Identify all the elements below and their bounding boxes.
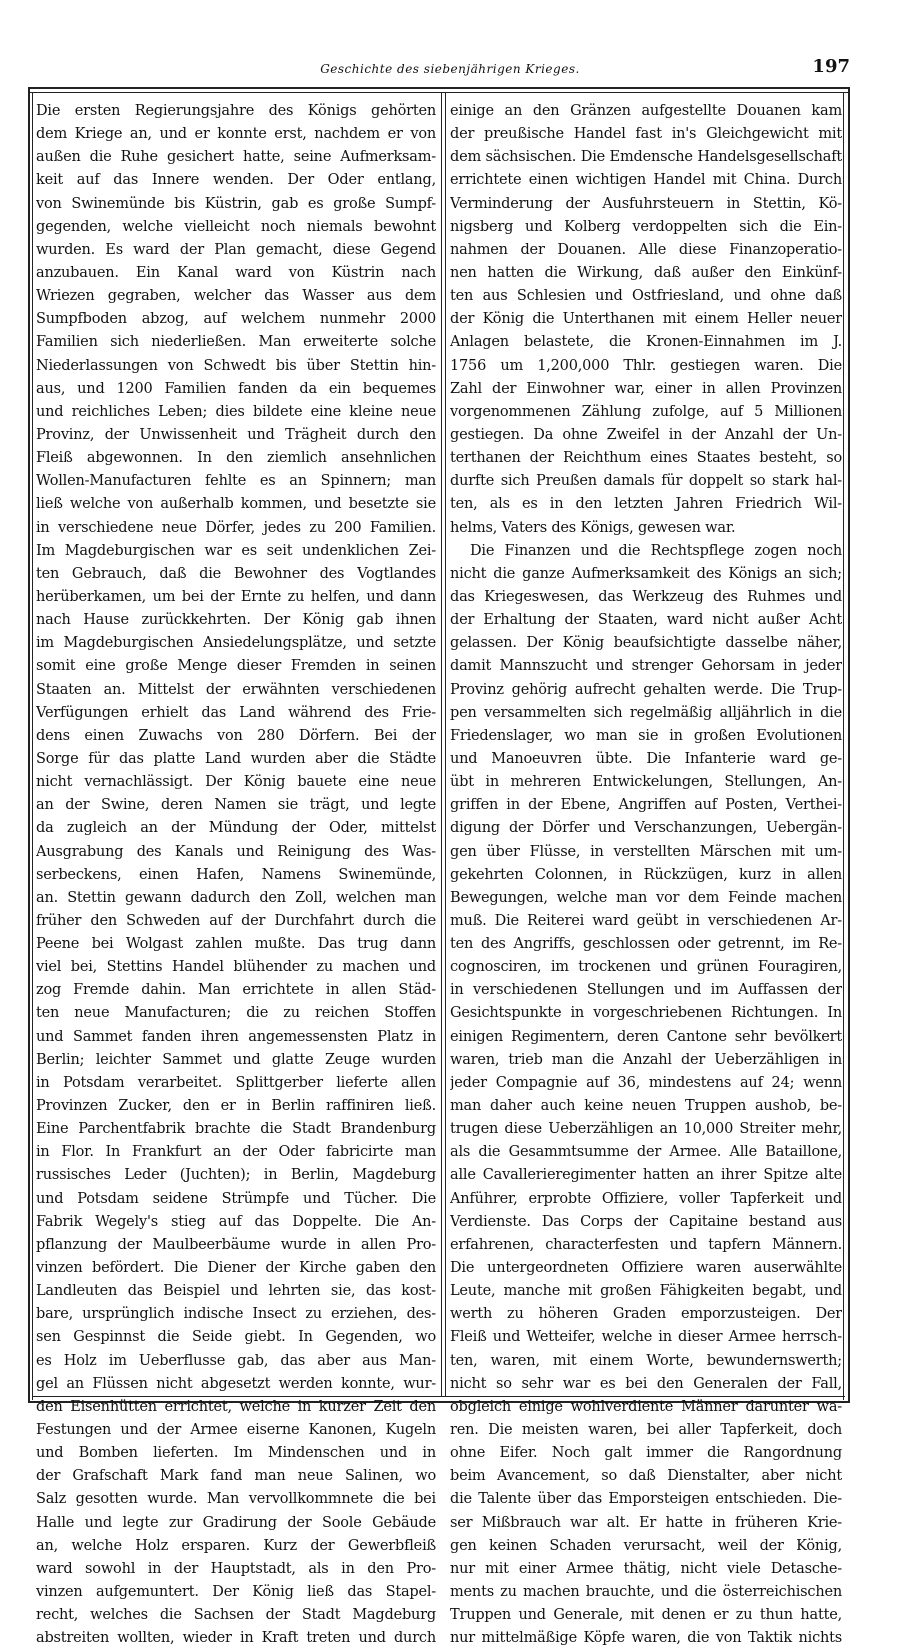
- text-line: nigsberg und Kolberg verdoppelten sich die Ein-: [450, 218, 842, 235]
- text-line: und Potsdam seidene Strümpfe und Tücher. Die: [36, 1190, 436, 1207]
- text-line: Verdienste. Das Corps der Capitaine bestand aus: [450, 1213, 842, 1230]
- text-line: gen über Flüsse, in verstellten Märschen mit um-: [450, 843, 842, 860]
- text-line: und Manoeuvren übte. Die Infanterie ward ge-: [450, 750, 842, 767]
- text-line: Friedenslager, wo man sie in großen Evolutionen: [450, 727, 842, 744]
- column-divider-inner: [445, 92, 446, 1396]
- column-divider: [441, 92, 442, 1396]
- text-line: Staaten an. Mittelst der erwähnten verschiedenen: [36, 681, 436, 698]
- text-line: einige an den Gränzen aufgestellte Douanen kam: [450, 103, 842, 119]
- text-line: gen keinen Schaden verursacht, weil der König,: [450, 1537, 842, 1554]
- text-line: ten neue Manufacturen; die zu reichen Stoffen: [36, 1005, 436, 1022]
- text-line: ren. Die meisten waren, bei aller Tapferkeit, doch: [450, 1422, 842, 1439]
- text-line: Festungen und der Armee eiserne Kanonen, Kugeln: [36, 1422, 436, 1439]
- text-line: zog Fremde dahin. Man errichtete in allen Städ-: [36, 982, 436, 999]
- text-line: Salz gesotten wurde. Man vervollkommnete die bei: [36, 1491, 436, 1508]
- text-line: nach Hause zurückkehrten. Der König gab ihnen: [36, 612, 436, 629]
- text-line: herüberkamen, um bei der Ernte zu helfen, und dann: [36, 588, 436, 605]
- text-line: Eine Parchentfabrik brachte die Stadt Brandenburg: [36, 1121, 436, 1138]
- text-line: Wollen-Manufacturen fehlte es an Spinnern; man: [36, 473, 436, 490]
- text-line: Provinz gehörig aufrecht gehalten werde. Die Trup-: [450, 681, 842, 698]
- text-line: die Talente über das Emporsteigen entschieden. Die-: [450, 1491, 842, 1508]
- text-line: Verfügungen erhielt das Land während des Frie-: [36, 704, 436, 721]
- text-line: außen die Ruhe gesichert hatte, seine Aufmerksam-: [36, 149, 436, 166]
- text-line: Verminderung der Ausfuhrsteuern in Stettin, Kö-: [450, 195, 842, 212]
- text-line: abstreiten wollten, wieder in Kraft treten und durch: [36, 1630, 436, 1647]
- text-line: ward sowohl in der Hauptstadt, als in den Pro-: [36, 1560, 436, 1577]
- text-line: ten, waren, mit einem Worte, bewundernswerth;: [450, 1352, 842, 1369]
- text-line: serbeckens, einen Hafen, Namens Swinemünde,: [36, 866, 436, 883]
- text-line: ser Mißbrauch war alt. Er hatte in früheren Krie-: [450, 1514, 842, 1531]
- frame-top-rule-inner: [28, 92, 850, 93]
- text-line: digung der Dörfer und Verschanzungen, Uebergän-: [450, 820, 842, 837]
- text-line: Leute, manche mit großen Fähigkeiten begabt, und: [450, 1283, 842, 1300]
- text-line: an, welche Holz ersparen. Kurz der Gewerbfleiß: [36, 1537, 436, 1554]
- text-line: wurden. Es ward der Plan gemacht, diese Gegend: [36, 241, 436, 258]
- text-line: gel an Flüssen nicht abgesetzt werden konnte, wur-: [36, 1375, 436, 1392]
- frame-right-rule-inner: [843, 92, 844, 1400]
- text-line: Die Finanzen und die Rechtspflege zogen noch: [470, 542, 842, 559]
- text-line: Anführer, erprobte Offiziere, voller Tapferkeit und: [450, 1190, 842, 1207]
- text-line: cognosciren, im trockenen und grünen Fouragiren,: [450, 959, 842, 976]
- text-line: man daher auch keine neuen Truppen aushob, be-: [450, 1098, 842, 1115]
- text-line: somit eine große Menge dieser Fremden in seinen: [36, 658, 436, 675]
- page-number: 197: [812, 56, 850, 77]
- text-line: terthanen der Reichthum eines Staates besteht, so: [450, 450, 842, 467]
- text-line: Zahl der Einwohner war, einer in allen Provinzen: [450, 380, 842, 397]
- text-line: Provinz, der Unwissenheit und Trägheit durch den: [36, 426, 436, 443]
- text-line: Gesichtspunkte in vorgeschriebenen Richtungen. In: [450, 1005, 842, 1022]
- text-line: ten Gebrauch, daß die Bewohner des Vogtlandes: [36, 565, 436, 582]
- text-line: gestiegen. Da ohne Zweifel in der Anzahl der Un-: [450, 426, 842, 443]
- right-text-column: [450, 100, 842, 1650]
- text-line: der Grafschaft Mark fand man neue Salinen, wo: [36, 1468, 436, 1485]
- text-line: trugen diese Ueberzähligen an 10,000 Streiter mehr,: [450, 1121, 842, 1138]
- text-line: nicht vernachlässigt. Der König bauete eine neue: [36, 774, 436, 791]
- text-line: Wriezen gegraben, welcher das Wasser aus dem: [36, 288, 436, 305]
- text-line: vinzen aufgemuntert. Der König ließ das Stapel-: [36, 1584, 436, 1600]
- text-line: nicht die ganze Aufmerksamkeit des Königs an sich;: [450, 565, 842, 582]
- text-line: pen versammelten sich regelmäßig alljährlich in die: [450, 704, 842, 721]
- frame-right-rule: [848, 87, 850, 1403]
- text-line: Im Magdeburgischen war es seit undenklichen Zei-: [36, 542, 436, 559]
- text-line: übt in mehreren Entwickelungen, Stellungen, An-: [450, 774, 842, 791]
- text-line: Anlagen belastete, die Kronen-Einnahmen im J.: [450, 334, 842, 351]
- text-line: waren, trieb man die Anzahl der Ueberzähligen in: [450, 1051, 842, 1068]
- text-line: muß. Die Reiterei ward geübt in verschiedenen Ar-: [450, 912, 842, 929]
- text-line: nur mit einer Armee thätig, nicht viele Detasche-: [450, 1560, 842, 1577]
- text-line: vinzen befördert. Die Diener der Kirche gaben den: [36, 1260, 436, 1277]
- text-line: es Holz im Ueberflusse gab, das aber aus Man-: [36, 1352, 436, 1369]
- text-line: helms, Vaters des Königs, gewesen war.: [450, 519, 736, 536]
- text-line: früher den Schweden auf der Durchfahrt durch die: [36, 912, 436, 929]
- text-line: Bewegungen, welche man vor dem Feinde machen: [450, 889, 842, 906]
- text-line: und Bomben lieferten. Im Mindenschen und in: [36, 1445, 436, 1462]
- text-line: durfte sich Preußen damals für doppelt so stark hal-: [450, 473, 842, 490]
- text-line: Familien sich niederließen. Man erweiterte solche: [36, 334, 436, 351]
- text-line: nur mittelmäßige Köpfe waren, die von Taktik nichts: [450, 1630, 842, 1647]
- running-header-title: Geschichte des siebenjährigen Krieges.: [320, 62, 580, 76]
- text-line: Die untergeordneten Offiziere waren auserwählte: [450, 1260, 842, 1277]
- text-line: nen hatten die Wirkung, daß außer den Einkünf-: [450, 264, 842, 281]
- text-line: Die ersten Regierungsjahre des Königs gehörten: [36, 103, 436, 119]
- text-line: von Swinemünde bis Küstrin, gab es große Sumpf-: [36, 195, 436, 212]
- text-line: aus, und 1200 Familien fanden da ein bequemes: [36, 380, 436, 397]
- text-line: und Sammet fanden ihren angemessensten Platz in: [36, 1028, 436, 1045]
- text-line: ments zu machen brauchte, und die österreichischen: [450, 1584, 842, 1600]
- text-line: Fleiß und Wetteifer, welche in dieser Armee herrsch-: [450, 1329, 842, 1346]
- text-line: da zugleich an der Mündung der Oder, mittelst: [36, 820, 436, 837]
- text-line: anzubauen. Ein Kanal ward von Küstrin nach: [36, 264, 436, 281]
- text-line: der Erhaltung der Staaten, ward nicht außer Acht: [450, 612, 842, 629]
- text-line: errichtete einen wichtigen Handel mit China. Durch: [450, 172, 842, 189]
- text-line: ten aus Schlesien und Ostfriesland, und ohne daß: [450, 288, 842, 305]
- text-line: den Eisenhütten errichtet, welche in kurzer Zeit den: [36, 1398, 436, 1415]
- text-line: und reichliches Leben; dies bildete eine kleine neue: [36, 403, 436, 420]
- text-line: gegenden, welche vielleicht noch niemals bewohnt: [36, 218, 436, 235]
- text-line: Provinzen Zucker, den er in Berlin raffiniren ließ.: [36, 1098, 436, 1115]
- text-line: in verschiedene neue Dörfer, jedes zu 200 Familien.: [36, 519, 436, 536]
- text-line: in Flor. In Frankfurt an der Oder fabricirte man: [36, 1144, 436, 1161]
- text-line: Landleuten das Beispiel und lehrten sie, das kost-: [36, 1283, 436, 1300]
- text-line: pflanzung der Maulbeerbäume wurde in allen Pro-: [36, 1236, 436, 1253]
- text-line: im Magdeburgischen Ansiedelungsplätze, und setzte: [36, 635, 436, 652]
- text-line: Fabrik Wegely's stieg auf das Doppelte. Die An-: [36, 1213, 436, 1230]
- text-line: viel bei, Stettins Handel blühender zu machen und: [36, 959, 436, 976]
- text-line: Halle und legte zur Gradirung der Soole Gebäude: [36, 1514, 436, 1531]
- left-text-column: [36, 100, 436, 1650]
- text-line: Berlin; leichter Sammet und glatte Zeuge wurden: [36, 1051, 436, 1068]
- text-line: dem sächsischen. Die Emdensche Handelsgesellschaft: [450, 149, 842, 166]
- text-line: beim Avancement, so daß Dienstalter, aber nicht: [450, 1468, 842, 1485]
- text-line: 1756 um 1,200,000 Thlr. gestiegen waren. Die: [450, 357, 842, 374]
- text-line: erfahrenen, characterfesten und tapfern Männern.: [450, 1236, 842, 1253]
- frame-top-rule: [28, 87, 850, 89]
- text-line: werth zu höheren Graden emporzusteigen. Der: [450, 1306, 842, 1323]
- text-line: einigen Regimentern, deren Cantone sehr bevölkert: [450, 1028, 842, 1045]
- text-line: gekehrten Colonnen, in Rückzügen, kurz in allen: [450, 866, 842, 883]
- text-line: Sumpfboden abzog, auf welchem nunmehr 2000: [36, 311, 436, 328]
- text-line: der König die Unterthanen mit einem Heller neuer: [450, 311, 842, 328]
- text-line: jeder Compagnie auf 36, mindestens auf 24; wenn: [450, 1074, 842, 1091]
- text-line: griffen in der Ebene, Angriffen auf Posten, Verthei-: [450, 797, 842, 814]
- text-line: damit Mannszucht und strenger Gehorsam in jeder: [450, 658, 842, 675]
- text-line: dens einen Zuwachs von 280 Dörfern. Bei der: [36, 727, 436, 744]
- text-line: nicht so sehr war es bei den Generalen der Fall,: [450, 1375, 842, 1392]
- text-line: ten, als es in den letzten Jahren Friedrich Wil-: [450, 496, 842, 513]
- text-line: das Kriegeswesen, das Werkzeug des Ruhmes und: [450, 588, 842, 605]
- text-line: Ausgrabung des Kanals und Reinigung des Was-: [36, 843, 436, 860]
- text-line: Fleiß abgewonnen. In den ziemlich ansehnlichen: [36, 450, 436, 467]
- text-line: nahmen der Douanen. Alle diese Finanzoperatio-: [450, 241, 842, 258]
- text-line: recht, welches die Sachsen der Stadt Magdeburg: [36, 1607, 436, 1624]
- text-line: ließ welche von außerhalb kommen, und besetzte sie: [36, 496, 436, 513]
- text-line: alle Cavallerieregimenter hatten an ihrer Spitze alte: [450, 1167, 842, 1184]
- frame-left-rule: [28, 87, 30, 1403]
- text-line: Peene bei Wolgast zahlen mußte. Das trug dann: [36, 936, 436, 953]
- text-line: an der Swine, deren Namen sie trägt, und legte: [36, 797, 436, 814]
- text-line: an. Stettin gewann dadurch den Zoll, welchen man: [36, 889, 436, 906]
- text-line: vorgenommenen Zählung zufolge, auf 5 Millionen: [450, 403, 842, 420]
- text-line: in Potsdam verarbeitet. Splittgerber lieferte allen: [36, 1074, 436, 1091]
- text-line: Sorge für das platte Land wurden aber die Städte: [36, 750, 436, 767]
- text-line: in verschiedenen Stellungen und im Auffassen der: [450, 982, 842, 999]
- text-line: Truppen und Generale, mit denen er zu thun hatte,: [450, 1607, 842, 1624]
- text-line: dem Kriege an, und er konnte erst, nachdem er von: [36, 126, 436, 143]
- text-line: ten des Angriffs, geschlossen oder getrennt, im Re-: [450, 936, 842, 953]
- frame-left-rule-inner: [32, 92, 33, 1400]
- text-line: als die Gesammtsumme der Armee. Alle Bataillone,: [450, 1144, 842, 1161]
- text-line: der preußische Handel fast in's Gleichgewicht mit: [450, 126, 842, 143]
- text-line: Niederlassungen von Schwedt bis über Stettin hin-: [36, 357, 436, 374]
- text-line: gelassen. Der König beaufsichtigte dasselbe näher,: [450, 635, 842, 652]
- text-line: keit auf das Innere wenden. Der Oder entlang,: [36, 172, 436, 189]
- text-line: russisches Leder (Juchten); in Berlin, Magdeburg: [36, 1167, 436, 1184]
- text-line: sen Gespinnst die Seide giebt. In Gegenden, wo: [36, 1329, 436, 1346]
- text-line: bare, ursprünglich indische Insect zu erziehen, des-: [36, 1306, 436, 1323]
- text-line: obgleich einige wohlverdiente Männer darunter wa-: [450, 1398, 842, 1415]
- text-line: ohne Eifer. Noch galt immer die Rangordnung: [450, 1445, 842, 1462]
